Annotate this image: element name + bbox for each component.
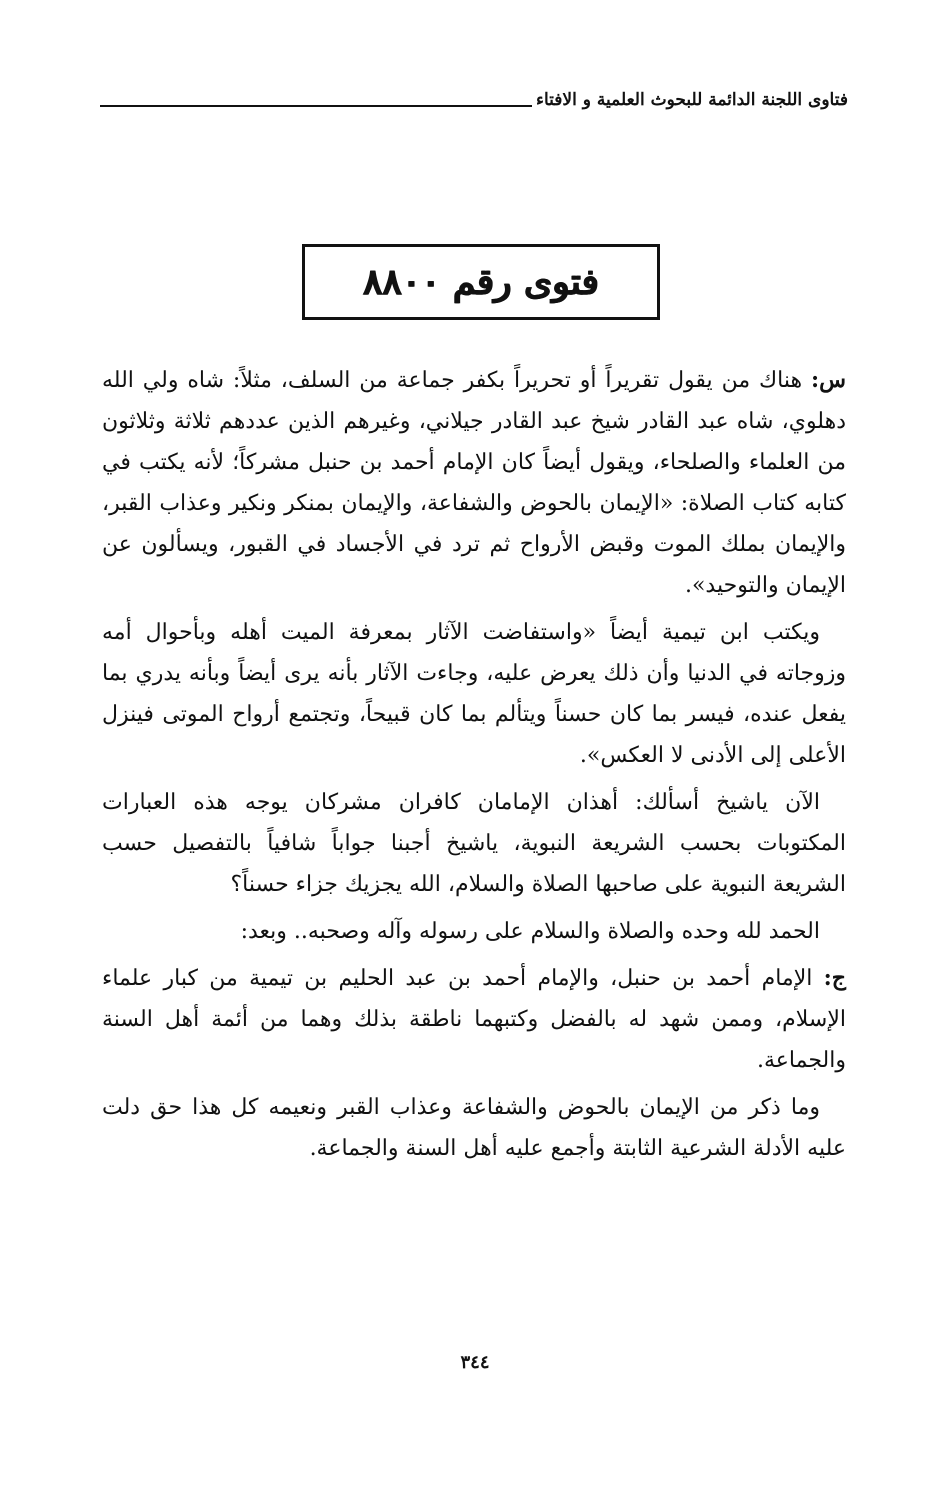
answer-paragraph-2: وما ذكر من الإيمان بالحوض والشفاعة وعذاب القبر ونعيمه كل هذا حق دلت عليه الأدلة الشرعية الثابتة وأجمع عليه أهل السنة والجماعة. [102, 1095, 846, 1161]
header-rule [100, 105, 532, 107]
body-text [102, 360, 846, 1175]
question-paragraph-3: الآن ياشيخ أسألك: أهذان الإمامان كافران مشركان يوجه هذه العبارات المكتوبات بحسب الشريعة النبوية، ياشيخ أجبنا جواباً شافياً بالتفصيل حسب الشريعة النبوية على صاحبها الصلاة والسلام، الله يجزيك جزاء حسناً؟ [102, 790, 846, 897]
running-header [100, 88, 848, 112]
question-marker: س: [811, 367, 846, 393]
fatwa-title-box [302, 244, 660, 320]
fatwa-title: فتوى رقم ٨٨٠٠ [363, 261, 599, 303]
answer-paragraph [102, 958, 846, 1081]
answer-marker: ج: [823, 965, 846, 991]
running-header-title: فتاوى اللجنة الدائمة للبحوث العلمية و الافتاء [536, 90, 848, 110]
question-paragraph-2: ويكتب ابن تيمية أيضاً «واستفاضت الآثار بمعرفة الميت أهله وبأحوال أمه وزوجاته في الدنيا وأن ذلك يعرض عليه، وجاءت الآثار بأنه يرى أيضاً وبأنه يدري بما يفعل عنده، فيسر بما كان حسناً ويتألم بما كان قبيحاً، وتجتمع أرواح الموتى فينزل الأعلى إلى الأدنى لا العكس». [102, 620, 846, 768]
answer-text: الإمام أحمد بن حنبل، والإمام أحمد بن عبد الحليم بن تيمية من كبار علماء الإسلام، وممن شهد له بالفضل وكتبهما ناطقة بذلك وهما من أئمة أهل السنة والجماعة. [102, 966, 846, 1073]
page-number: ٣٤٤ [460, 1352, 490, 1373]
question-paragraph [102, 360, 846, 606]
question-text: هناك من يقول تقريراً أو تحريراً بكفر جماعة من السلف، مثلاً: شاه ولي الله دهلوي، شاه عبد القادر شيخ عبد القادر جيلاني، وغيرهم الذين عددهم ثلاثة وثلاثون من العلماء والصلحاء، ويقول أيضاً كان الإمام أحمد بن حنبل مشركاً؛ لأنه يكتب في كتابه كتاب الصلاة: «الإيمان بالحوض والشفاعة، والإيمان بمنكر ونكير وعذاب القبر، والإيمان بملك الموت وقبض الأرواح ثم ترد في الأجساد في القبور، ويسألون عن الإيمان والتوحيد». [102, 368, 846, 598]
praise-line: الحمد لله وحده والصلاة والسلام على رسوله وآله وصحبه.. وبعد: [240, 919, 820, 944]
